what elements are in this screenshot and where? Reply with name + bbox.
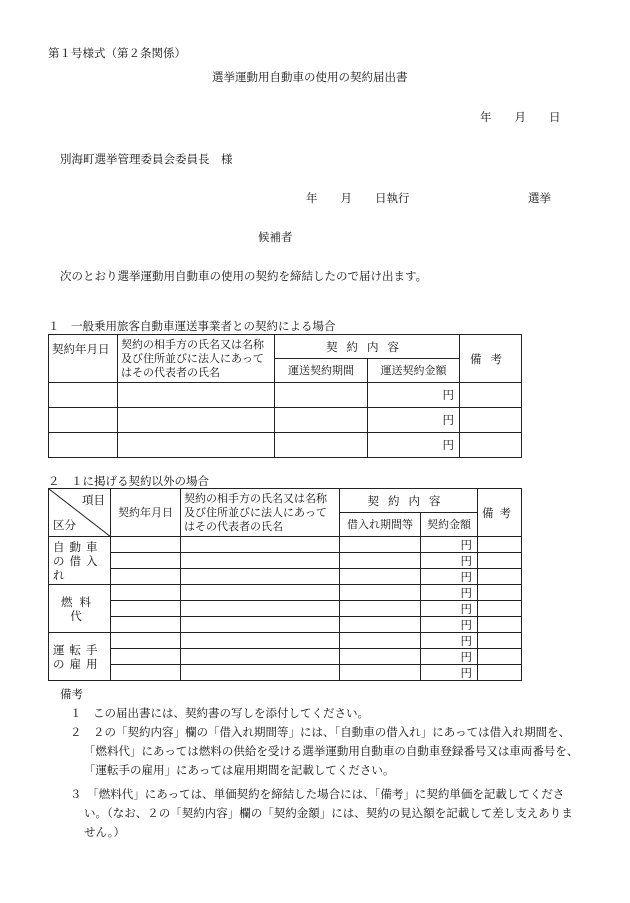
- group-driver: 運転手の雇用: [49, 633, 111, 681]
- s2-header-amount: 契約金額: [421, 513, 478, 537]
- yen-unit: 円: [421, 617, 478, 633]
- yen-unit: 円: [421, 553, 478, 569]
- s2-header-content: 契約内容: [340, 489, 478, 513]
- yen-unit: 円: [368, 433, 460, 458]
- s1-header-amount: 運送契約金額: [368, 359, 460, 383]
- s1-header-date: 契約年月日: [49, 335, 118, 383]
- intro-text: 次のとおり選挙運動用自動車の使用の契約を締結したので届け出ます。: [60, 269, 428, 283]
- section1-heading: １ 一般乗用旅客自動車運送事業者との契約による場合: [48, 319, 336, 333]
- table-row: [49, 433, 522, 458]
- s2-header-remarks: 備考: [478, 489, 522, 537]
- group-fuel: 燃料代: [49, 585, 111, 633]
- table-row: [49, 633, 522, 649]
- yen-unit: 円: [421, 665, 478, 681]
- note-2-line3: 「運転手の雇用」にあっては雇用期間を記載してください。: [84, 763, 395, 777]
- s1-header-period: 運送契約期間: [275, 359, 368, 383]
- yen-unit: 円: [421, 585, 478, 601]
- s2-corner-class: 区分: [53, 518, 76, 532]
- note-2-line2: 「燃料代」にあっては燃料の供給を受ける選挙運動用自動車の自動車登録番号又は車両番号を、: [84, 744, 579, 758]
- section2-table: [48, 488, 522, 681]
- addressee: 別海町選挙管理委員会委員長 様: [60, 152, 233, 166]
- election-date: 年 月 日執行: [306, 191, 410, 205]
- yen-unit: 円: [421, 601, 478, 617]
- yen-unit: 円: [368, 383, 460, 408]
- table-row: [49, 617, 522, 633]
- group-car-rental: 自動車の借入れ: [49, 537, 111, 585]
- table-row: [49, 601, 522, 617]
- yen-unit: 円: [421, 649, 478, 665]
- section2-heading: ２ １に掲げる契約以外の場合: [48, 474, 209, 488]
- table-row: [49, 553, 522, 569]
- s1-header-content: 契約内容: [275, 335, 460, 359]
- yen-unit: 円: [421, 633, 478, 649]
- form-label: 第１号様式（第２条関係）: [48, 46, 186, 60]
- table-row: [49, 537, 522, 553]
- document-title: 選挙運動用自動車の使用の契約届出書: [212, 70, 408, 84]
- table-row: [49, 408, 522, 433]
- election-name: 選挙: [528, 191, 551, 205]
- submission-date: 年 月 日: [480, 110, 561, 124]
- note-1: １ この届出書には、契約書の写しを添付してください。: [70, 706, 369, 720]
- notes-heading: 備考: [60, 687, 83, 701]
- table-row: [49, 383, 522, 408]
- yen-unit: 円: [421, 537, 478, 553]
- yen-unit: 円: [368, 408, 460, 433]
- table-row: [49, 585, 522, 601]
- note-2-line1: ２ ２の「契約内容」欄の「借入れ期間等」には、「自動車の借入れ」にあっては借入れ期間を、: [70, 725, 571, 739]
- section1-table: [48, 334, 522, 458]
- table-row: [49, 649, 522, 665]
- table-row: [49, 665, 522, 681]
- note-3-line3: せん。）: [84, 825, 125, 839]
- s2-corner-item: 項目: [82, 493, 105, 507]
- s2-header-period: 借入れ期間等: [340, 513, 421, 537]
- note-3-line2: い。（なお、２の「契約内容」欄の「契約金額」には、契約の見込額を記載して差し支えありま: [84, 806, 573, 820]
- table-row: [49, 569, 522, 585]
- s2-corner-cell: [49, 489, 111, 537]
- note-3-line1: ３ 「燃料代」にあっては、単価契約を締結した場合には、「備考」に契約単価を記載してくださ: [70, 787, 565, 801]
- s1-header-party: 契約の相手方の氏名又は名称及び住所並びに法人にあってはその代表者の氏名: [118, 335, 275, 383]
- candidate-label: 候補者: [258, 230, 293, 244]
- s2-header-date: 契約年月日: [111, 489, 181, 537]
- s1-header-remarks: 備考: [460, 335, 522, 383]
- s2-header-party: 契約の相手方の氏名又は名称及び住所並びに法人にあってはその代表者の氏名: [181, 489, 340, 537]
- yen-unit: 円: [421, 569, 478, 585]
